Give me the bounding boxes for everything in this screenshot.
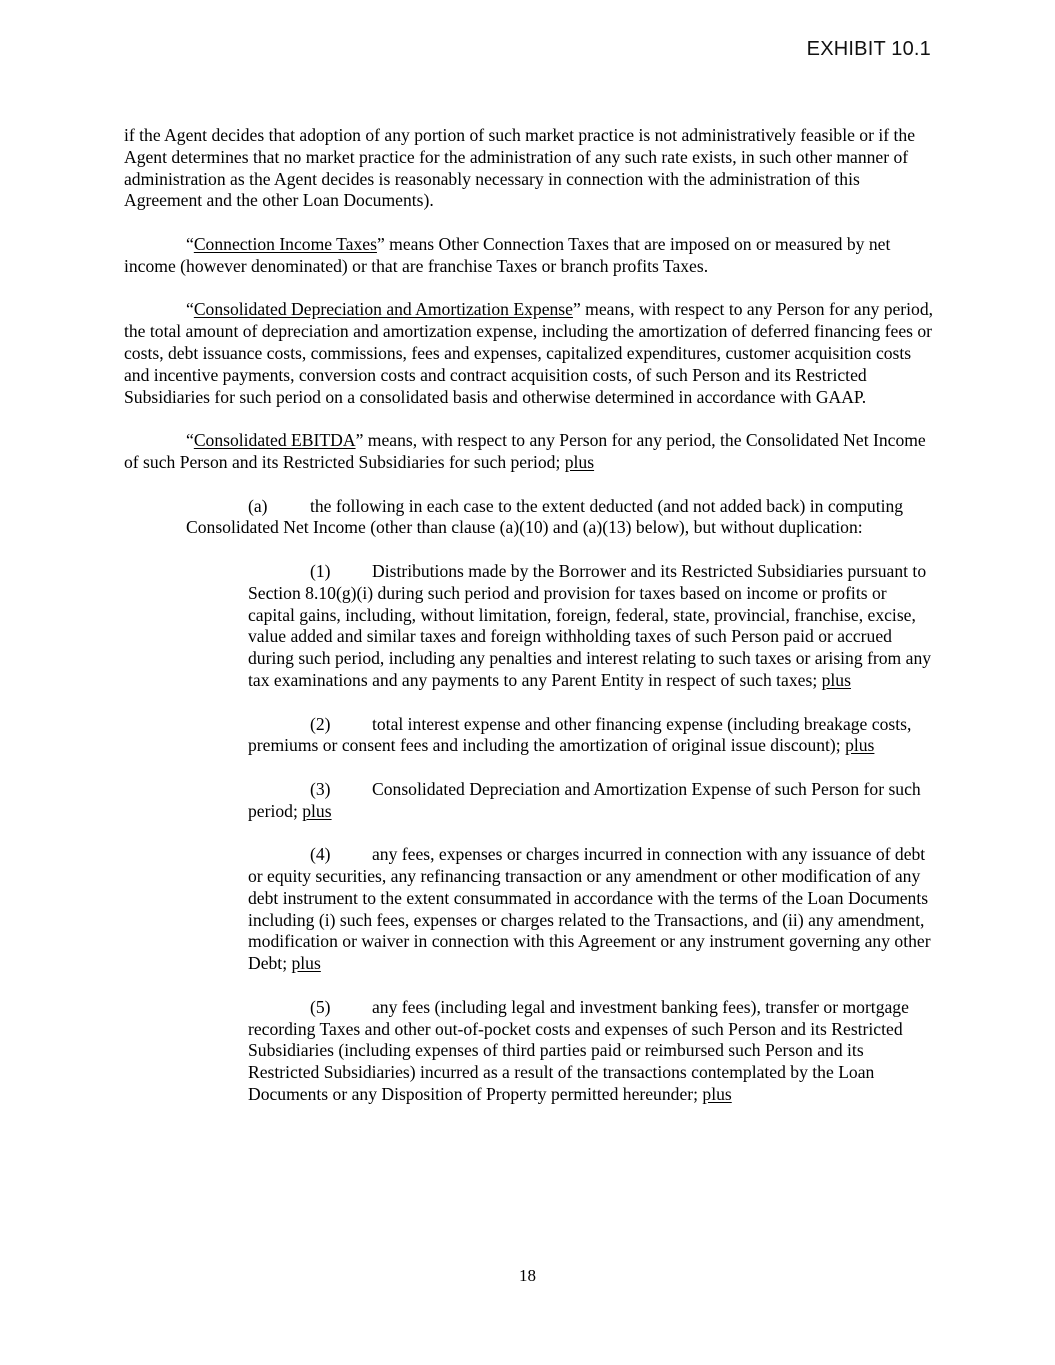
plus-term: plus — [702, 1084, 732, 1105]
plus-term: plus — [845, 735, 875, 756]
item-text: Consolidated Depreciation and Amortization Expense of such Person for such period; — [248, 778, 921, 821]
definition-text: ” means, with respect to any Person for any period, the Consolidated Net Income of such Person and its Restricted Subsidiaries for such period; — [124, 430, 926, 472]
list-item — [248, 779, 934, 823]
list-item — [248, 714, 934, 758]
plus-term: plus — [821, 669, 851, 690]
paragraph-continuation: if the Agent decides that adoption of any portion of such market practice is not administratively feasible or if the Agent determines that no market practice for the administration of any such rate exists, in such other manner of administration as the Agent decides is reasonably necessary in connection with the administration of this Agreement and the other Loan Documents). — [124, 125, 915, 211]
open-quote: “ — [186, 299, 194, 320]
open-quote: “ — [186, 430, 194, 451]
plus-term: plus — [564, 451, 595, 472]
page-number: 18 — [519, 1266, 536, 1285]
defined-term: Connection Income Taxes — [193, 233, 377, 254]
exhibit-label: EXHIBIT 10.1 — [806, 38, 931, 60]
definition-connection-income-taxes — [124, 234, 934, 278]
plus-term: plus — [302, 800, 332, 821]
document-body — [124, 125, 934, 1128]
defined-term: Consolidated Depreciation and Amortization Expense — [193, 299, 573, 320]
list-item — [248, 561, 934, 692]
defined-term: Consolidated EBITDA — [193, 430, 356, 451]
open-quote: “ — [186, 233, 194, 254]
item-label: (2) — [310, 713, 331, 734]
clause-label: (a) — [248, 495, 268, 516]
item-label: (4) — [310, 844, 331, 865]
definition-text: ” means, with respect to any Person for any period, the total amount of depreciation and amortization expense, including the amortization of deferred financing fees or costs, debt issuance costs, commissions, fees and expenses, capitalized expenditures, customer acquisition costs and incentive payments, conversion costs and contract acquisition costs, of such Person and its Restricted Subsidiaries for such period on a consolidated basis and otherwise determined in accordance with GAAP. — [124, 299, 934, 407]
clause-a — [186, 496, 934, 540]
item-text: total interest expense and other financing expense (including breakage costs, premiums or consent fees and including the amortization of original issue discount); — [248, 713, 912, 756]
list-item — [248, 844, 934, 975]
item-text: any fees, expenses or charges incurred in connection with any issuance of debt or equity securities, any refinancing transaction or any amendment or other modification of any debt instrument to the extent consummated in accordance with the terms of the Loan Documents including (i) such fees, expenses or charges related to the Transactions, and (ii) any amendment, modification or waiver in connection with this Agreement or any instrument governing any other Debt; — [248, 844, 931, 974]
clause-text: the following in each case to the extent deducted (and not added back) in computing Consolidated Net Income (other than clause (a)(10) and (a)(13) below), but without duplication: — [186, 495, 904, 538]
item-label: (5) — [310, 996, 331, 1017]
plus-term: plus — [291, 953, 321, 974]
item-label: (1) — [310, 560, 331, 581]
item-label: (3) — [310, 778, 331, 799]
list-item — [248, 997, 934, 1106]
definition-text: ” means Other Connection Taxes that are imposed on or measured by net income (however denominated) or that are franchise Taxes or branch profits Taxes. — [124, 233, 891, 276]
definition-consolidated-ebitda — [124, 430, 934, 474]
item-text: Distributions made by the Borrower and its Restricted Subsidiaries pursuant to Section 8.10(g)(i) during such period and provision for taxes based on income or profits or capital gains, including, without limitation, foreign, federal, state, provincial, franchise, excise, value added and similar taxes and foreign withholding taxes of such Person paid or accrued during such period, including any penalties and interest relating to such taxes or arising from any tax examinations and any payments to any Parent Entity in respect of such taxes; — [248, 560, 932, 690]
definition-consolidated-depreciation — [124, 299, 934, 408]
item-text: any fees (including legal and investment banking fees), transfer or mortgage recording Taxes and other out-of-pocket costs and expenses of such Person and its Restricted Subsidiaries (including expenses of third parties paid or reimbursed such Person and its Restricted Subsidiaries) incurred as a result of the transactions contemplated by the Loan Documents or any Disposition of Property permitted hereunder; — [248, 996, 909, 1105]
